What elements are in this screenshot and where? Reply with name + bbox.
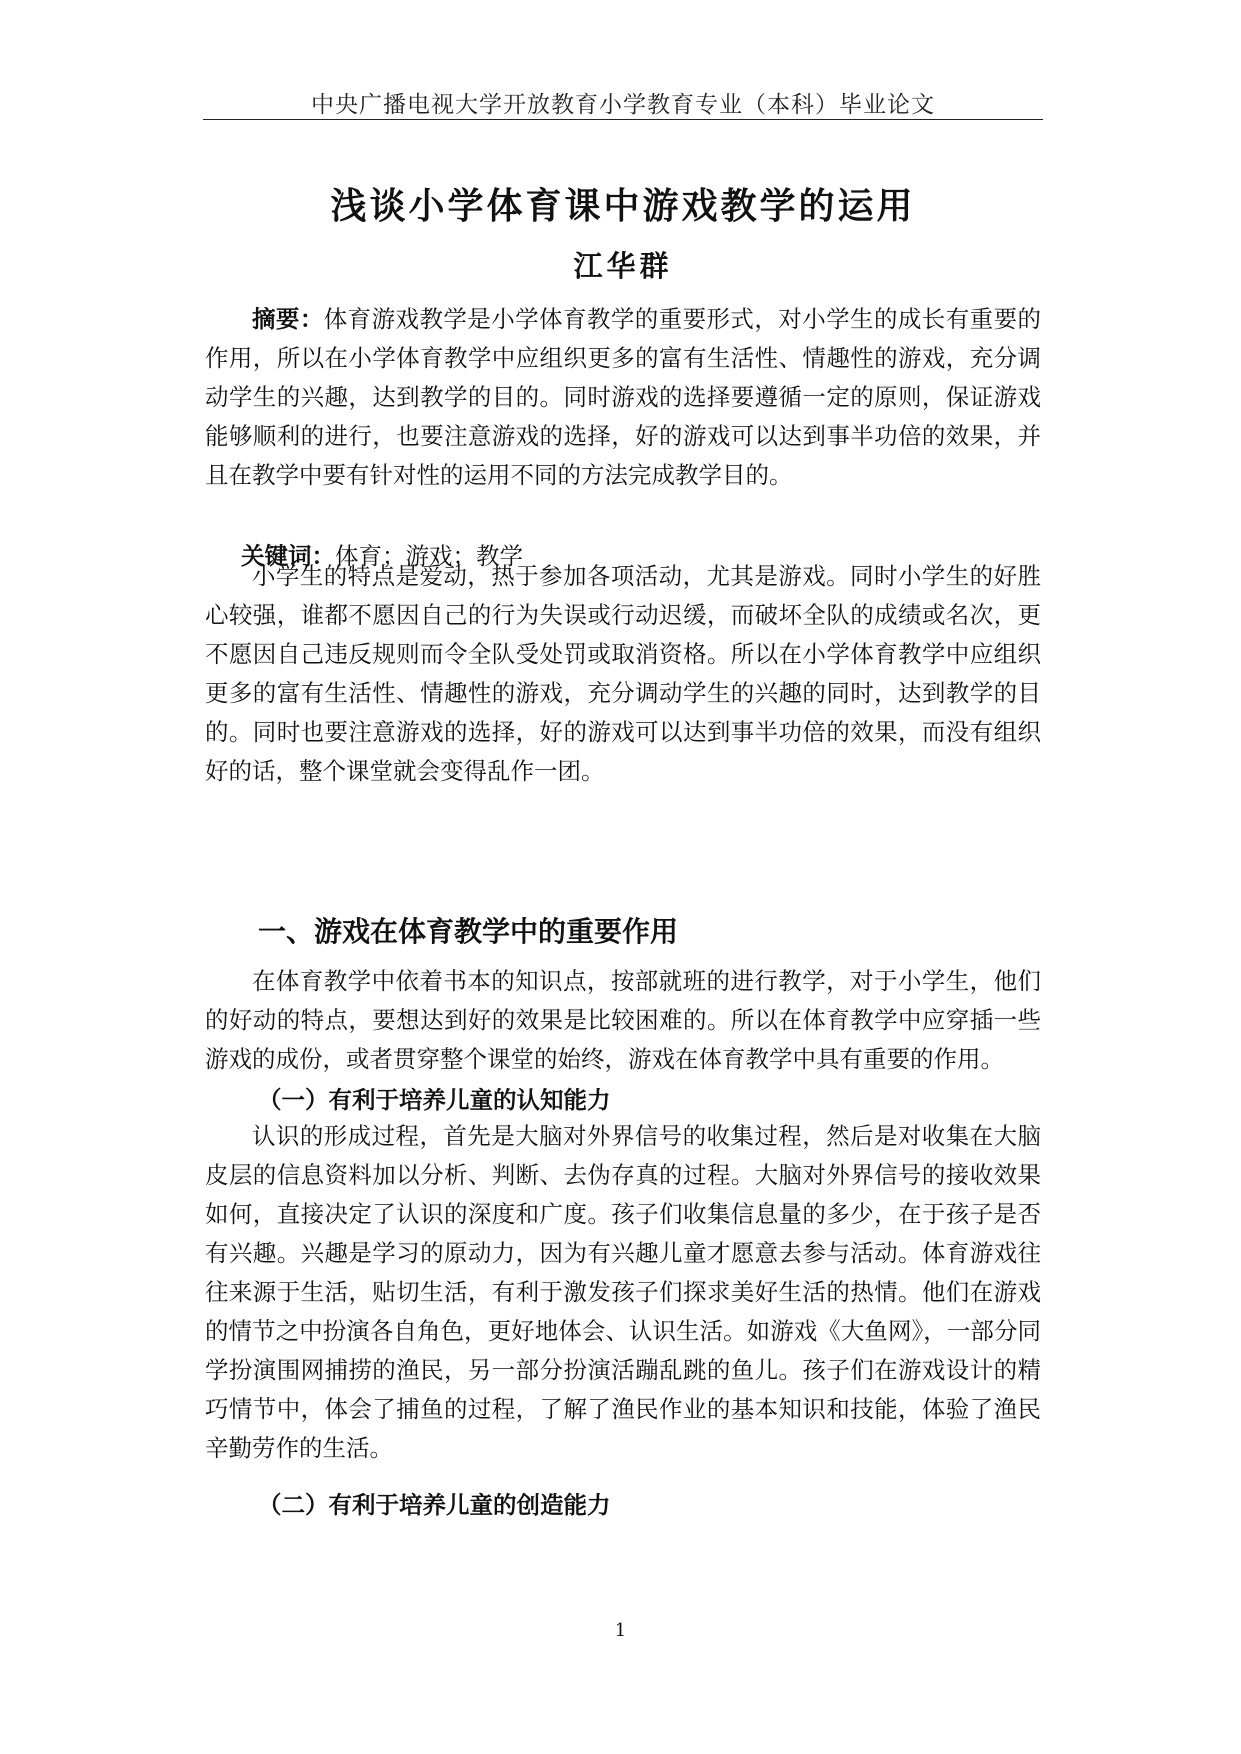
page-number: 1	[614, 1620, 627, 1641]
section-heading-1: 一、游戏在体育教学中的重要作用	[258, 915, 679, 948]
intro-paragraph: 小学生的特点是爱动，热于参加各项活动，尤其是游戏。同时小学生的好胜心较强，谁都不愿因自己的行为失误或行动迟缓，而破坏全队的成绩或名次，更不愿因自己违反规则而令全队受处罚或取消资格。所以在小学体育教学中应组织更多的富有生活性、情趣性的游戏，充分调动学生的兴趣的同时，达到教学的目的。同时也要注意游戏的选择，好的游戏可以达到事半功倍的效果，而没有组织好的话，整个课堂就会变得乱作一团。	[205, 562, 1041, 785]
subsection-heading-2: （二）有利于培养儿童的创造能力	[258, 1491, 611, 1519]
abstract-text: 体育游戏教学是小学体育教学的重要形式，对小学生的成长有重要的作用，所以在小学体育教学中应组织更多的富有生活性、情趣性的游戏，充分调动学生的兴趣，达到教学的目的。同时游戏的选择要遵循一定的原则，保证游戏能够顺利的进行，也要注意游戏的选择，好的游戏可以达到事半功倍的效果，并且在教学中要有针对性的运用不同的方法完成教学目的。	[205, 305, 1041, 489]
keywords-text: 体育；游戏；教学	[335, 542, 523, 570]
paper-title: 浅谈小学体育课中游戏教学的运用	[330, 186, 916, 227]
header-rule	[203, 119, 1043, 120]
keywords-label: 关键词：	[241, 542, 335, 570]
subsection-heading-1: （一）有利于培养儿童的认知能力	[258, 1086, 611, 1114]
section1-paragraph: 在体育教学中依着书本的知识点，按部就班的进行教学，对于小学生，他们的好动的特点，要想达到好的效果是比较困难的。所以在体育教学中应穿插一些游戏的成份，或者贯穿整个课堂的始终，游戏在体育教学中具有重要的作用。	[205, 967, 1041, 1073]
abstract-label: 摘要：	[252, 305, 324, 333]
subsection1-paragraph: 认识的形成过程，首先是大脑对外界信号的收集过程，然后是对收集在大脑皮层的信息资料加以分析、判断、去伪存真的过程。大脑对外界信号的接收效果如何，直接决定了认识的深度和广度。孩子们收集信息量的多少，在于孩子是否有兴趣。兴趣是学习的原动力，因为有兴趣儿童才愿意去参与活动。体育游戏往往来源于生活，贴切生活，有利于激发孩子们探求美好生活的热情。他们在游戏的情节之中扮演各自角色，更好地体会、认识生活。如游戏《大鱼网》，一部分同学扮演围网捕捞的渔民，另一部分扮演活蹦乱跳的鱼儿。孩子们在游戏设计的精巧情节中，体会了捕鱼的过程，了解了渔民作业的基本知识和技能，体验了渔民辛勤劳作的生活。	[205, 1122, 1041, 1462]
running-header: 中央广播电视大学开放教育小学教育专业（本科）毕业论文	[311, 92, 935, 118]
abstract-paragraph	[205, 300, 1041, 495]
paper-author: 江华群	[573, 249, 673, 283]
